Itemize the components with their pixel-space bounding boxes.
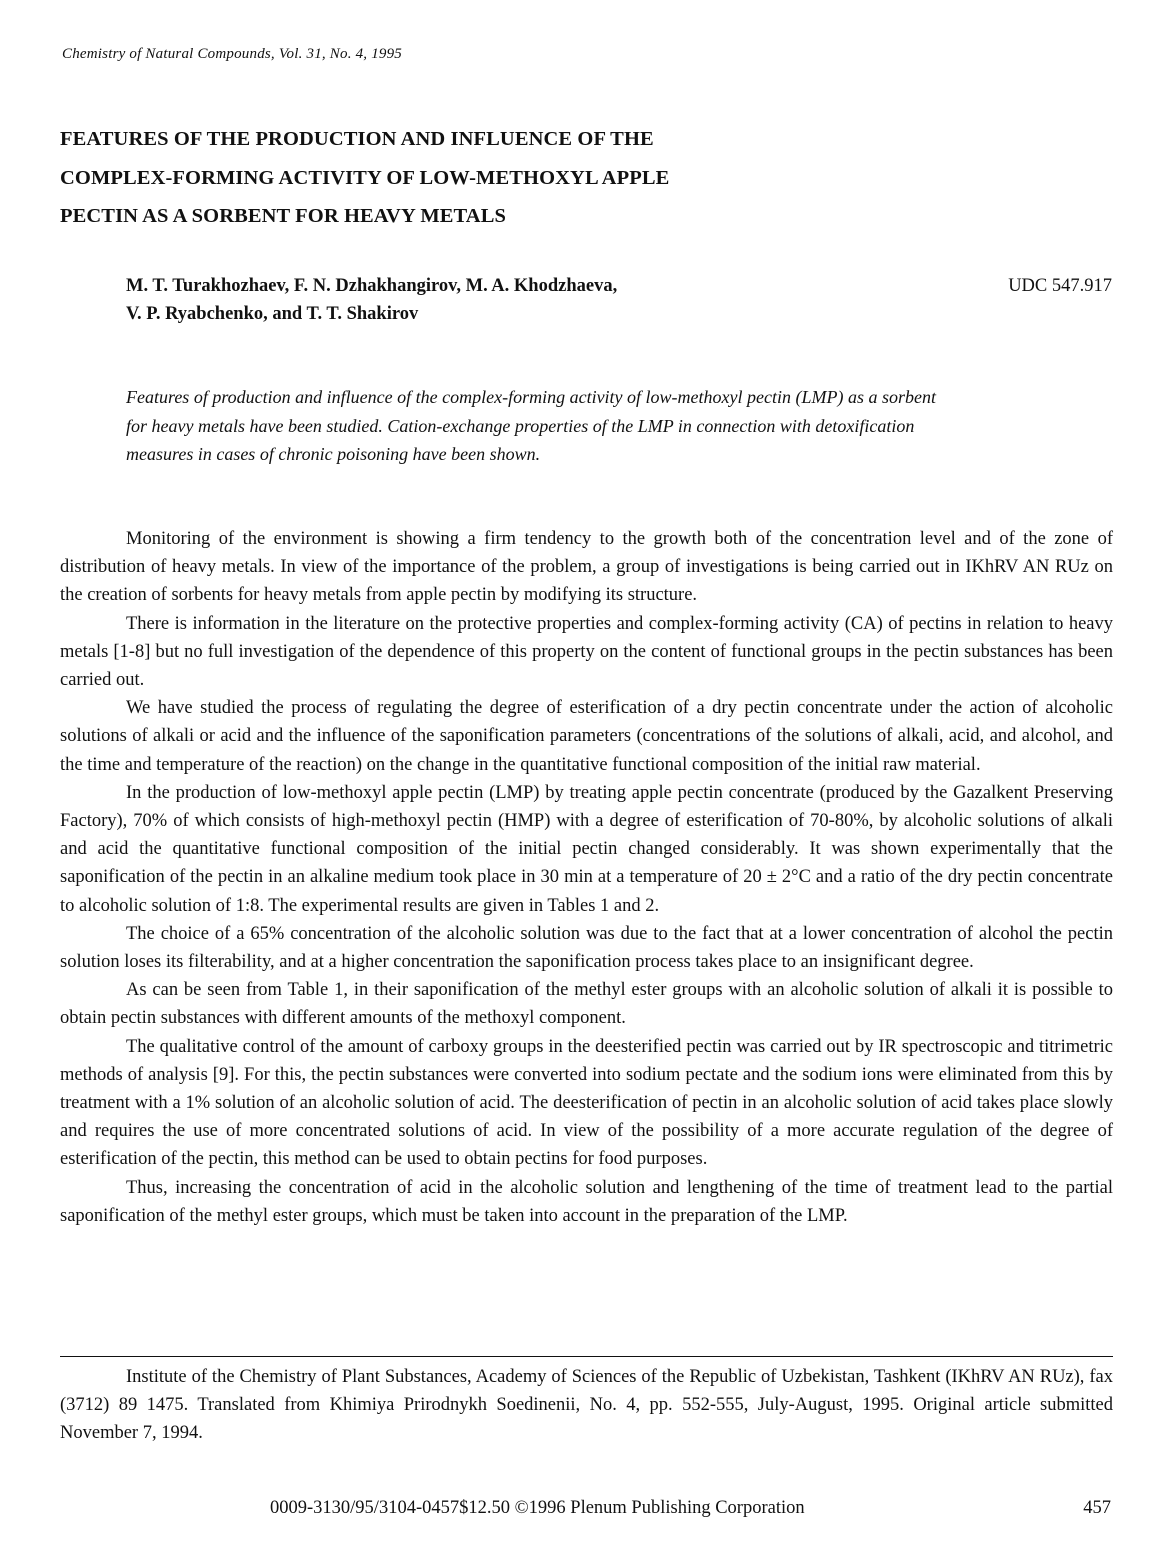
copyright-code: 0009-3130/95/3104-0457$12.50 ©1996 Plenum Publishing Corporation [270, 1498, 805, 1518]
author-list [126, 272, 617, 328]
body-paragraph: As can be seen from Table 1, in their saponification of the methyl ester groups with an alcoholic solution of alkali it is possible to obtain pectin substances with different amounts of the methoxyl component. [60, 980, 1113, 1029]
article-body [60, 525, 1113, 1230]
body-paragraph: Monitoring of the environment is showing a firm tendency to the growth both of the concentration level and of the zone of distribution of heavy metals. In view of the importance of the problem, a group of investigations is being carried out in IKhRV AN RUz on the creation of sorbents for heavy metals from apple pectin by modifying its structure. [60, 529, 1113, 606]
abstract-line: for heavy metals have been studied. Cation-exchange properties of the LMP in connection with detoxification [126, 415, 915, 436]
title-line: FEATURES OF THE PRODUCTION AND INFLUENCE OF THE [60, 128, 654, 150]
abstract-line: measures in cases of chronic poisoning have been shown. [126, 444, 541, 464]
article-title [60, 120, 820, 236]
affiliation-footnote: Institute of the Chemistry of Plant Substances, Academy of Sciences of the Republic of Uzbekistan, Tashkent (IKhRV AN RUz), fax (3712) 89 1475. Translated from Khimiya Prirodnykh Soedinenii, No. 4, pp. 552-555, July-August, 1995. Original article submitted November 7, 1994. [60, 1367, 1113, 1444]
title-line: PECTIN AS A SORBENT FOR HEAVY METALS [60, 205, 506, 227]
udc-code: UDC 547.917 [1008, 276, 1112, 296]
abstract-line: Features of production and influence of the complex-forming activity of low-methoxyl pectin (LMP) as a sorbent [126, 387, 936, 407]
body-paragraph: The qualitative control of the amount of carboxy groups in the deesterified pectin was carried out by IR spectroscopic and titrimetric methods of analysis [9]. For this, the pectin substances were converted into sodium pectate and the sodium ions were eliminated from this by treatment with a 1% solution of an alcoholic solution of acid. The deesterification of pectin in an alcoholic solution of acid takes place slowly and requires the use of more concentrated solutions of acid. In view of the possibility of a more accurate regulation of the degree of esterification of the pectin, this method can be used to obtain pectins for food purposes. [60, 1036, 1113, 1170]
journal-citation: Chemistry of Natural Compounds, Vol. 31, No. 4, 1995 [62, 46, 403, 62]
body-paragraph: Thus, increasing the concentration of acid in the alcoholic solution and lengthening of the time of treatment lead to the partial saponification of the methyl ester groups, which must be taken into account in the preparation of the LMP. [60, 1177, 1113, 1226]
body-paragraph: The choice of a 65% concentration of the alcoholic solution was due to the fact that at a lower concentration of alcohol the pectin solution loses its filterability, and at a higher concentration the saponification process takes place to an insignificant degree. [60, 923, 1113, 973]
author-line: V. P. Ryabchenko, and T. T. Shakirov [126, 304, 419, 324]
page-number: 457 [1083, 1498, 1111, 1518]
footnote-divider [60, 1356, 1113, 1357]
body-paragraph: In the production of low-methoxyl apple pectin (LMP) by treating apple pectin concentrate (produced by the Gazalkent Preserving Factory), 70% of which consists of high-methoxyl pectin (HMP) with a degree of esterification of 70-80%, by alcoholic solutions of alkali and acid the quantitative functional composition of the initial pectin changed considerably. It was shown experimentally that the saponification of the pectin in an alkaline medium took place in 30 min at a temperature of 20 ± 2°C and a ratio of the dry pectin concentrate to alcoholic solution of 1:8. The experimental results are given in Tables 1 and 2. [60, 782, 1113, 916]
body-paragraph: There is information in the literature on the protective properties and complex-forming activity (CA) of pectins in relation to heavy metals [1-8] but no full investigation of the dependence of this property on the content of functional groups in the pectin substances has been carried out. [60, 613, 1113, 691]
body-paragraph: We have studied the process of regulating the degree of esterification of a dry pectin concentrate under the action of alcoholic solutions of alkali or acid and the influence of the saponification parameters (concentrations of the solutions of alkali, acid, and alcohol, and the time and temperature of the reaction) on the change in the quantitative functional composition of the initial raw material. [60, 698, 1113, 775]
abstract [126, 383, 1056, 469]
title-line: COMPLEX-FORMING ACTIVITY OF LOW-METHOXYL APPLE [60, 166, 670, 189]
author-line: M. T. Turakhozhaev, F. N. Dzhakhangirov, M. A. Khodzhaeva, [126, 276, 618, 296]
